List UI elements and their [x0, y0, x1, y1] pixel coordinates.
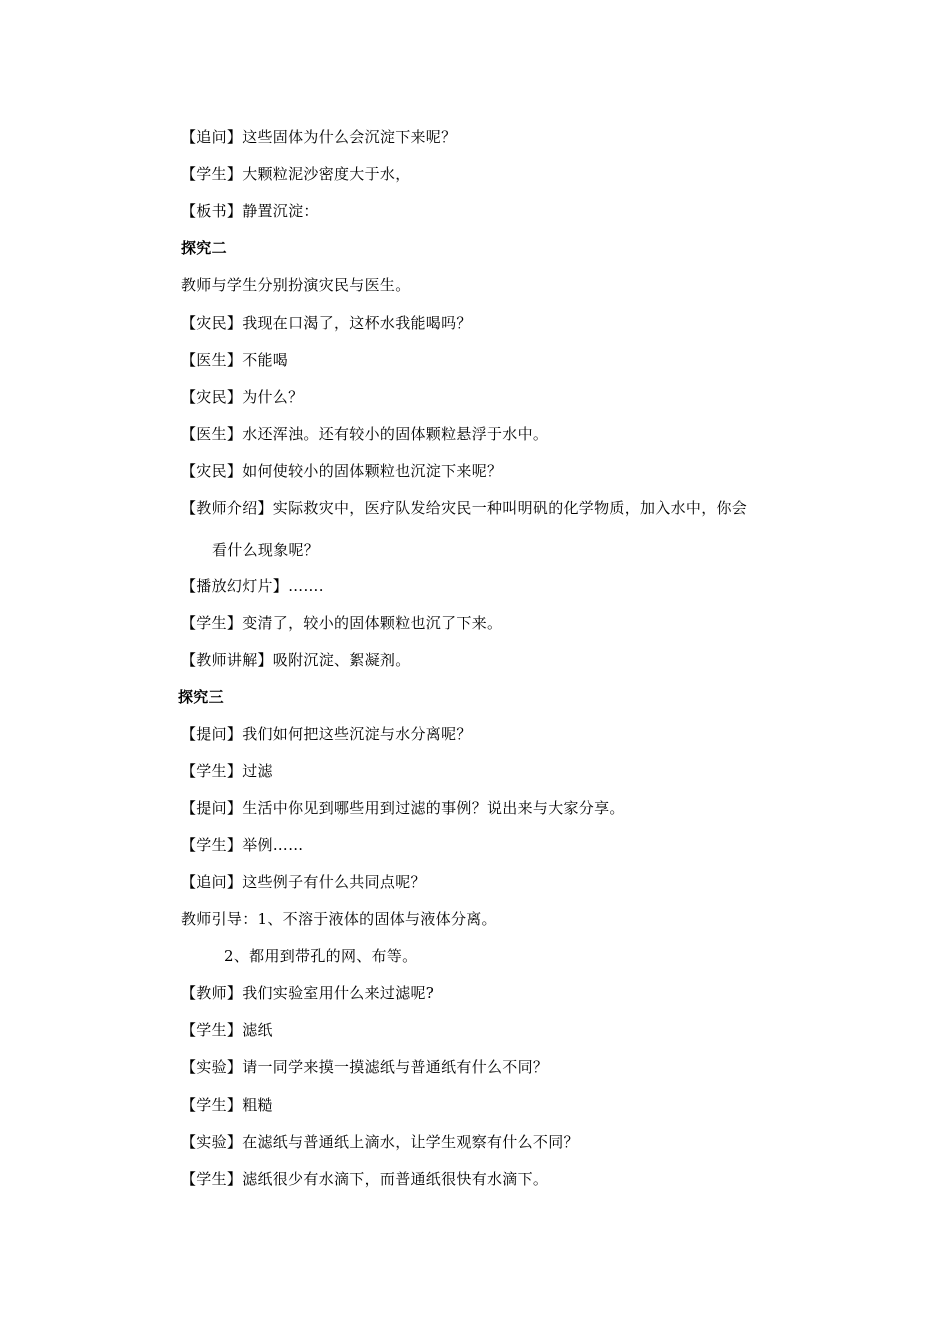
paragraph-line: 【学生】滤纸 [181, 1021, 273, 1039]
paragraph-line: 【教师】我们实验室用什么来过滤呢? [181, 984, 435, 1002]
paragraph-line: 【学生】过滤 [181, 762, 273, 780]
paragraph-line: 【学生】粗糙 [181, 1096, 273, 1114]
paragraph-line: 【学生】变清了，较小的固体颗粒也沉了下来。 [181, 614, 503, 632]
paragraph-line: 【灾民】如何使较小的固体颗粒也沉淀下来呢？ [181, 462, 503, 480]
paragraph-line: 【播放幻灯片】……. [181, 577, 324, 595]
paragraph-line: 【追问】这些例子有什么共同点呢？ [181, 873, 426, 891]
paragraph-line: 【实验】请一同学来摸一摸滤纸与普通纸有什么不同？ [181, 1058, 549, 1076]
section-heading: 探究三 [178, 688, 224, 706]
paragraph-line: 【板书】静置沉淀： [181, 202, 319, 220]
paragraph-line: 教师引导：1、不溶于液体的固体与液体分离。 [181, 910, 497, 928]
paragraph-line: 【教师讲解】吸附沉淀、絮凝剂。 [181, 651, 411, 669]
paragraph-line: 【医生】不能喝 [181, 351, 289, 369]
paragraph-line: 【教师介绍】实际救灾中，医疗队发给灾民一种叫明矾的化学物质，加入水中，你会 [181, 499, 748, 517]
paragraph-line: 【学生】大颗粒泥沙密度大于水， [181, 165, 411, 183]
paragraph-line: 【医生】水还浑浊。还有较小的固体颗粒悬浮于水中。 [181, 425, 549, 443]
paragraph-line: 【学生】滤纸很少有水滴下，而普通纸很快有水滴下。 [181, 1170, 549, 1188]
paragraph-line: 【提问】生活中你见到哪些用到过滤的事例？说出来与大家分享。 [181, 799, 625, 817]
section-heading: 探究二 [181, 239, 227, 257]
paragraph-line-continuation: 看什么现象呢？ [212, 541, 320, 559]
paragraph-line: 【追问】这些固体为什么会沉淀下来呢？ [181, 128, 457, 146]
paragraph-line: 【灾民】为什么？ [181, 388, 304, 406]
paragraph-line: 【提问】我们如何把这些沉淀与水分离呢？ [181, 725, 472, 743]
paragraph-line: 教师与学生分别扮演灾民与医生。 [181, 276, 411, 294]
paragraph-line-indented: 2、都用到带孔的网、布等。 [224, 947, 418, 965]
paragraph-line: 【学生】举例…… [181, 836, 304, 854]
paragraph-line: 【实验】在滤纸与普通纸上滴水，让学生观察有什么不同？ [181, 1133, 579, 1151]
paragraph-line: 【灾民】我现在口渴了，这杯水我能喝吗？ [181, 314, 472, 332]
